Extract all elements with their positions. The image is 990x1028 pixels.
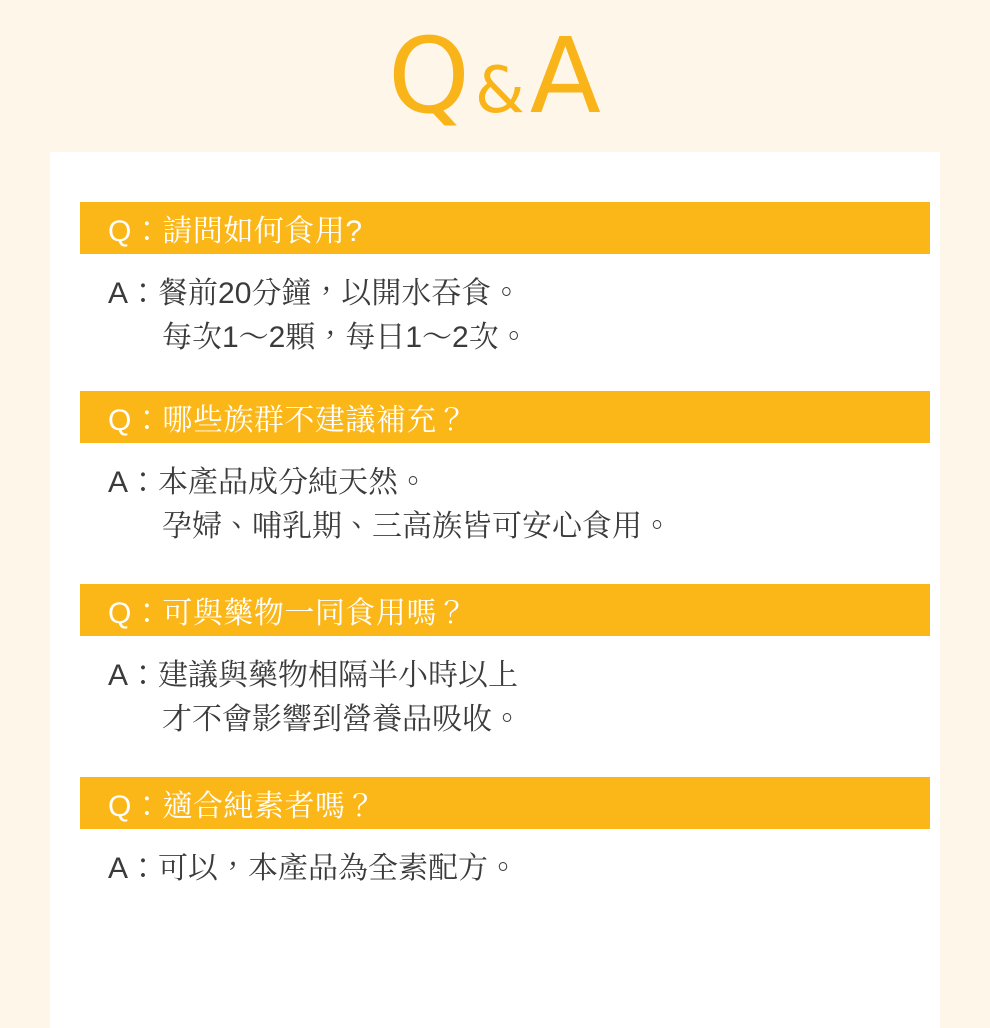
faq-question-bar[interactable] (80, 777, 930, 829)
faq-answer-line: A：餐前20分鐘，以開水吞食。 (108, 277, 522, 310)
faq-answer-line: 孕婦、哺乳期、三高族皆可安心食用。 (162, 509, 672, 543)
faq-answer (50, 443, 940, 562)
faq-item (50, 391, 940, 562)
faq-question-bar[interactable] (80, 391, 930, 443)
faq-question-bar[interactable] (80, 584, 930, 636)
faq-question-text: Q：適合純素者嗎？ (108, 790, 376, 823)
spacer (50, 381, 940, 391)
faq-answer (50, 829, 940, 891)
faq-answer-line: A：本產品成分純天然。 (108, 466, 429, 499)
page-title-area (0, 0, 990, 152)
faq-question-bar[interactable] (80, 202, 930, 254)
faq-question-text: Q：可與藥物一同食用嗎？ (108, 597, 468, 630)
spacer (50, 570, 940, 584)
page-title (388, 15, 602, 137)
faq-answer-line: A：建議與藥物相隔半小時以上 (108, 659, 519, 692)
faq-answer-line: 每次1～2顆，每日1～2次。 (162, 320, 529, 354)
faq-item (50, 202, 940, 373)
page-title-a: A (529, 15, 602, 137)
spacer (50, 763, 940, 777)
faq-answer-line: 才不會影響到營養品吸收。 (162, 702, 522, 736)
faq-list (50, 152, 940, 891)
faq-answer-line: A：可以，本產品為全素配方。 (108, 852, 519, 885)
faq-question-text: Q：哪些族群不建議補充？ (108, 404, 468, 437)
faq-item (50, 584, 940, 755)
faq-item (50, 777, 940, 891)
faq-question-text: Q：請問如何食用? (108, 215, 363, 248)
page-title-ampersand: & (474, 54, 526, 128)
faq-answer (50, 636, 940, 755)
faq-answer (50, 254, 940, 373)
page-title-q: Q (388, 15, 471, 137)
faq-panel (50, 152, 940, 1028)
